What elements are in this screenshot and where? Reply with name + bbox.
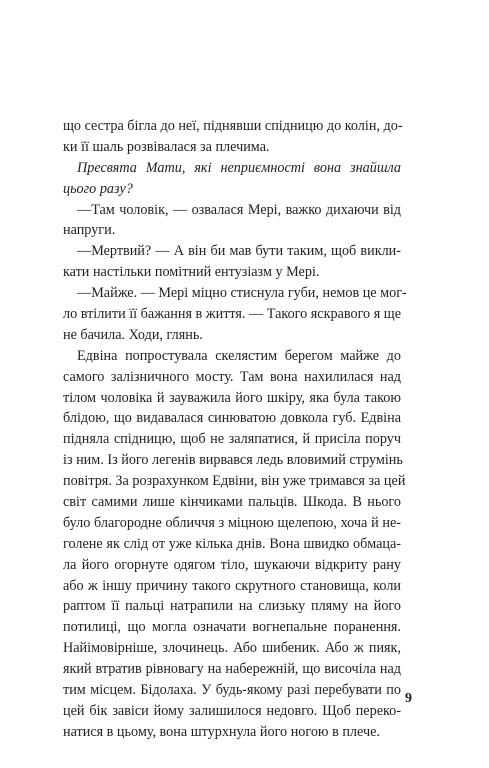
text-line: ки її шаль розвівалася за плечима. bbox=[63, 138, 270, 155]
text-line: світ самими лише кінчиками пальців. Шкода. В нього bbox=[63, 494, 401, 511]
text-line: —Там чоловік, — озвалася Мері, важко дихаючи від bbox=[77, 201, 401, 218]
text-line: натися в цьому, вона штурхнула його ногою в плече. bbox=[63, 723, 380, 740]
text-line: блідою, що видавалася синюватою довкола губ. Едвіна bbox=[63, 410, 401, 427]
text-line: тілом чоловіка й зауважила його шкіру, яка була такою bbox=[63, 389, 401, 406]
text-line: Найімовірніше, злочинець. Або шибеник. Або ж пияк, bbox=[63, 640, 401, 657]
body-text bbox=[63, 116, 407, 743]
text-line: цей бік завіси йому залишилося недовго. Щоб переко- bbox=[63, 702, 401, 719]
text-line: раптом її пальці натрапили на слизьку пляму на його bbox=[63, 598, 401, 615]
text-line: Едвіна попростувала скелястим берегом майже до bbox=[77, 347, 401, 364]
text-line: ло втілити її бажання в життя. — Такого яскравого я ще bbox=[63, 306, 401, 323]
text-line: кати настільки помітний ентузіазм у Мері. bbox=[63, 264, 320, 281]
text-line: було благородне обличчя з міцною щелепою, хоча й не- bbox=[63, 514, 401, 531]
page-number: 9 bbox=[405, 691, 412, 706]
text-line: Пресвята Мати, які неприємності вона знайшла bbox=[77, 159, 401, 176]
text-line: —Мертвий? — А він би мав бути таким, щоб викли- bbox=[77, 243, 401, 260]
text-line: —Майже. — Мері міцно стиснула губи, немов це мог- bbox=[77, 285, 407, 302]
text-line: або ж іншу причину такого скрутного становища, коли bbox=[63, 577, 401, 594]
text-line: голене як слід от уже кілька днів. Вона швидко обмаца- bbox=[63, 535, 401, 552]
text-line: потилиці, що могла означати вогнепальне поранення. bbox=[63, 619, 401, 636]
text-line: тим місцем. Бідолаха. У будь-якому разі перебувати по bbox=[63, 682, 401, 699]
text-line: цього разу? bbox=[63, 180, 133, 197]
text-line: повітря. За розрахунком Едвіни, він уже тримався за цей bbox=[63, 473, 406, 490]
text-line: підняла спідницю, щоб не заляпатися, й присіла поруч bbox=[63, 431, 401, 448]
text-line: що сестра бігла до неї, піднявши спідницю до колін, до- bbox=[63, 118, 403, 134]
text-line: самого залізничного мосту. Там вона нахилилася над bbox=[63, 368, 401, 385]
text-line: який втратив рівновагу на набережній, що височіла над bbox=[63, 661, 401, 678]
text-line: із ним. Із його легенів вирвався ледь вловимий струмінь bbox=[63, 452, 403, 469]
text-line: напруги. bbox=[63, 222, 116, 239]
text-line: не бачила. Ходи, глянь. bbox=[63, 326, 203, 343]
text-line: ла його огорнуте одягом тіло, шукаючи відкриту рану bbox=[63, 556, 401, 573]
